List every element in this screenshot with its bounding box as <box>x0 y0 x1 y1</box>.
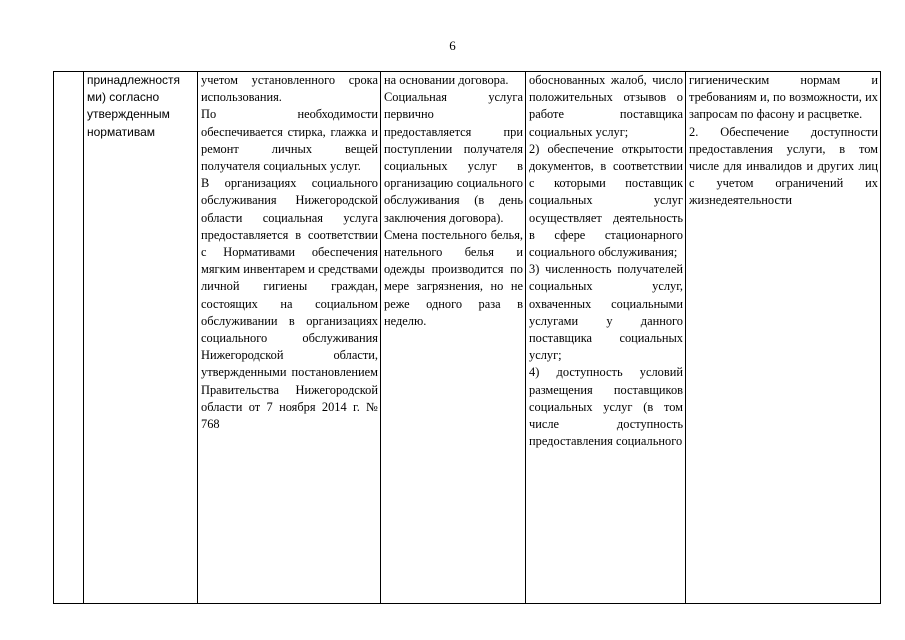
cell-paragraph: По необходимости обеспечивается стирка, глажка и ремонт личных вещей получателя социальных услуг. <box>201 107 378 174</box>
table-cell-quality-indicators <box>526 72 686 604</box>
cell-paragraph: принадлежностя ми) согласно утвержденным нормативам <box>87 73 181 139</box>
services-table <box>53 71 881 604</box>
cell-paragraph: 2) обеспечение открытости документов, в соответствии с которыми поставщик социальных услуг осуществляет деятельность в сфере стационарного социального обслуживания; <box>529 141 683 260</box>
table-cell-service-name <box>84 72 198 604</box>
table-cell-number <box>54 72 84 604</box>
cell-text <box>689 72 878 210</box>
table-cell-description <box>198 72 381 604</box>
cell-paragraph: Смена постельного белья, нательного белья и одежды производится по мере загрязнения, но не реже одного раза в неделю. <box>384 227 523 328</box>
table-cell-terms <box>381 72 526 604</box>
table-cell-conditions <box>686 72 881 604</box>
cell-text <box>201 72 378 433</box>
cell-paragraph: Социальная услуга первично предоставляется при поступлении получателя социальных услуг в организацию социального обслуживания (в день заключения договора). <box>384 90 523 225</box>
cell-text <box>529 72 683 450</box>
cell-paragraph: гигиеническим нормам и требованиям и, по возможности, их запросам по фасону и расцветке. <box>689 73 878 122</box>
cell-paragraph: 2. Обеспечение доступности предоставления услуги, в том числе для инвалидов и других лиц с учетом ограничений их жизнедеятельности <box>689 124 878 208</box>
table-row <box>54 72 881 604</box>
page-number: 6 <box>449 38 456 53</box>
cell-text <box>87 72 195 141</box>
cell-text <box>384 72 523 330</box>
cell-paragraph: на основании договора. <box>384 73 509 87</box>
cell-paragraph: В организациях социального обслуживания Нижегородской области социальная услуга предоставляется в соответствии с Нормативами обеспечения мягким инвентарем и средствами личной гигиены граждан, состоящих на социальном обслуживании в организациях социального обслуживания Нижегородской области, утвержденными постановлением Правительства Нижегородской области от 7 ноября 2014 г. № 768 <box>201 176 378 432</box>
cell-paragraph: учетом установленного срока использования. <box>201 73 378 105</box>
cell-paragraph: 3) численность получателей социальных услуг, охваченных социальными услугами у данного поставщика социальных услуг; <box>529 262 683 363</box>
cell-paragraph: обоснованных жалоб, число положительных отзывов о работе поставщика социальных услуг; <box>529 73 683 139</box>
cell-paragraph: 4) доступность условий размещения поставщиков социальных услуг (в том числе доступность предоставления социального <box>529 365 683 449</box>
